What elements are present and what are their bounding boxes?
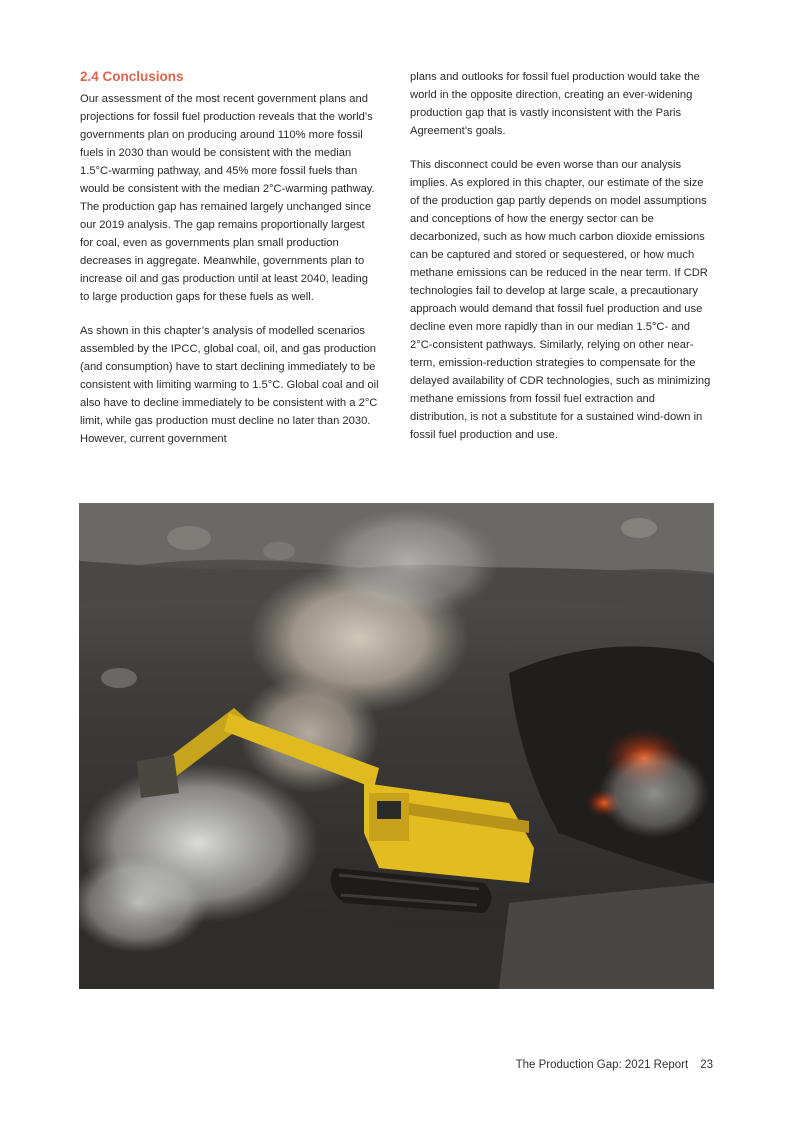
report-title: The Production Gap: 2021 Report [515, 1059, 689, 1071]
paragraph-2: As shown in this chapter’s analysis of modelled scenarios assembled by the IPCC, global coal, oil, and gas production (and consumption) have to start declining immediately to be consistent with limiting warming to 1.5°C. Global coal and oil also have to decline immediately to be consistent with a 2°C limit, while gas production must decline no later than 2030. However, current government [80, 325, 379, 445]
section-heading: 2.4 Conclusions [80, 69, 184, 84]
paragraph-1: Our assessment of the most recent government plans and projections for fossil fuel production reveals that the world’s governments plan on producing around 110% more fossil fuels in 2030 than would be consistent with the median 1.5°C-warming pathway, and 45% more fossil fuels than would be consistent with the median 2°C-warming pathway. The production gap has remained largely unchanged since our 2019 analysis. The gap remains proportionally largest for coal, even as governments plan small production decreases in aggregate. Meanwhile, governments plan to increase oil and gas production until at least 2040, leading to large production gaps for these fuels as well. [80, 93, 375, 303]
paragraph-4: This disconnect could be even worse than our analysis implies. As explored in this chapter, our estimate of the size of the production gap partly depends on model assumptions and conceptions of how the energy sector can be decarbonized, such as how much carbon dioxide emissions can be captured and stored or sequestered, or how much methane emissions can be reduced in the near term. If CDR technologies fail to develop at large scale, a precautionary approach would demand that fossil fuel production and use decline even more rapidly than in our median 1.5°C- and 2°C-consistent pathways. Similarly, relying on other near-term, emission-reduction strategies to compensate for the delayed availability of CDR technologies, such as minimizing methane emissions from fossil fuel extraction and distribution, is not a substitute for a sustained wind-down in fossil fuel production and use. [410, 159, 711, 441]
excavator-in-coal-mine-photo [79, 503, 714, 989]
right-column [410, 68, 712, 460]
left-column [80, 68, 380, 464]
page-footer [516, 1059, 713, 1071]
page-number: 23 [700, 1059, 713, 1071]
paragraph-3: plans and outlooks for fossil fuel production would take the world in the opposite direction, creating an ever-widening production gap that is vastly inconsistent with the Paris Agreement’s goals. [410, 71, 700, 137]
